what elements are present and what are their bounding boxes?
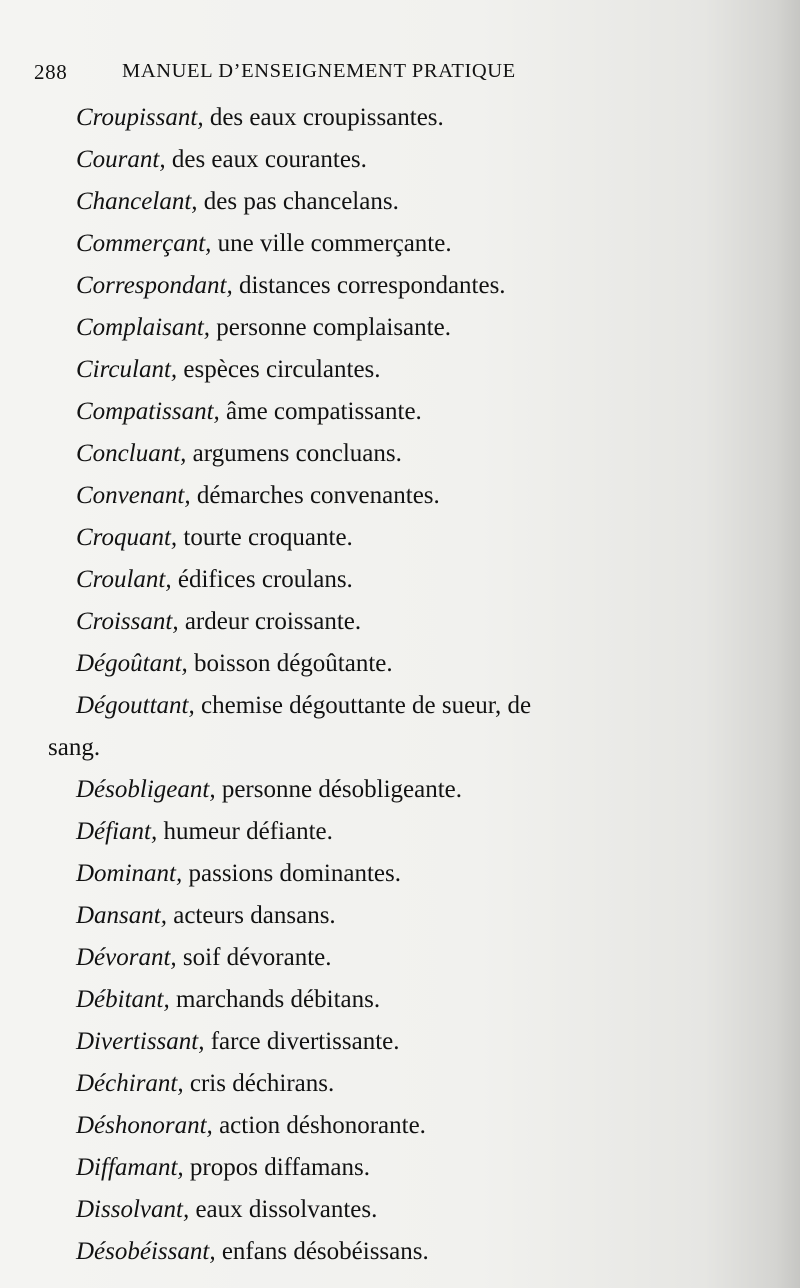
word-entry <box>0 811 760 853</box>
entry-example: personne complaisante. <box>210 314 451 341</box>
entry-example: propos diffamans. <box>183 1154 370 1181</box>
word-entry <box>0 517 760 559</box>
entry-example: des eaux croupissantes. <box>203 104 444 131</box>
entry-term: Concluant, <box>76 440 187 467</box>
entry-term: Dégoûtant, <box>76 650 188 677</box>
entry-example: humeur défiante. <box>157 818 333 845</box>
entry-example: soif dévorante. <box>176 944 332 971</box>
entry-example: une ville commerçante. <box>211 230 452 257</box>
word-entry <box>0 1021 760 1063</box>
word-entry <box>0 97 760 139</box>
word-entry <box>0 769 760 811</box>
entry-term: Diffamant, <box>76 1154 184 1181</box>
entry-term: Croquant, <box>76 524 178 551</box>
entry-example: argumens concluans. <box>186 440 402 467</box>
word-entry <box>0 559 760 601</box>
entry-term: Dominant, <box>76 860 183 887</box>
word-entry <box>0 979 760 1021</box>
entry-example: des eaux courantes. <box>165 146 367 173</box>
word-entry <box>0 937 760 979</box>
word-entry <box>0 475 760 517</box>
page-number: 288 <box>34 60 68 84</box>
word-entry <box>0 265 760 307</box>
entry-example: enfans désobéissans. <box>215 1238 429 1265</box>
entry-term: Convenant, <box>76 482 191 509</box>
word-entry <box>0 1231 760 1273</box>
word-entry <box>0 643 760 685</box>
entry-term: Croupissant, <box>76 104 204 131</box>
word-entry <box>0 349 760 391</box>
entry-example: distances correspondantes. <box>232 272 506 299</box>
word-entry <box>0 181 760 223</box>
entry-term: Désobligeant, <box>76 776 216 803</box>
word-entry <box>0 685 760 769</box>
entry-term: Dissolvant, <box>76 1196 190 1223</box>
entry-example: édifices croulans. <box>171 566 353 593</box>
entry-example: passions dominantes. <box>182 860 401 887</box>
entry-example: âme compatissante. <box>219 398 422 425</box>
entry-term: Compatissant, <box>76 398 220 425</box>
entry-example: espèces circulantes. <box>177 356 381 383</box>
entry-term: Croissant, <box>76 608 179 635</box>
word-entry <box>0 391 760 433</box>
word-entry <box>0 1147 760 1189</box>
entry-term: Dégouttant, <box>76 692 195 719</box>
entry-continuation: sang. <box>48 734 101 761</box>
entry-example: des pas chancelans. <box>197 188 399 215</box>
entry-example: action déshonorante. <box>212 1112 426 1139</box>
word-entry <box>0 1105 760 1147</box>
entry-example: farce divertissante. <box>204 1028 400 1055</box>
entry-term: Circulant, <box>76 356 178 383</box>
entry-example: ardeur croissante. <box>178 608 362 635</box>
word-entry <box>0 853 760 895</box>
word-entry <box>0 895 760 937</box>
entry-term: Déchirant, <box>76 1070 184 1097</box>
entry-term: Commerçant, <box>76 230 212 257</box>
word-entry <box>0 139 760 181</box>
entry-term: Chancelant, <box>76 188 198 215</box>
entry-term: Complaisant, <box>76 314 211 341</box>
entry-term: Courant, <box>76 146 166 173</box>
entry-example: cris déchirans. <box>183 1070 335 1097</box>
word-entry <box>0 307 760 349</box>
entry-term: Défiant, <box>76 818 158 845</box>
entry-term: Croulant, <box>76 566 172 593</box>
entry-example: marchands débitans. <box>169 986 381 1013</box>
entry-term: Dévorant, <box>76 944 177 971</box>
running-title: MANUEL D’ENSEIGNEMENT PRATIQUE <box>122 60 516 82</box>
entry-example: personne désobligeante. <box>215 776 463 803</box>
entry-term: Débitant, <box>76 986 170 1013</box>
entry-example: boisson dégoûtante. <box>187 650 393 677</box>
entry-term: Divertissant, <box>76 1028 205 1055</box>
word-entry <box>0 433 760 475</box>
entry-term: Dansant, <box>76 902 167 929</box>
entry-term: Désobéissant, <box>76 1238 216 1265</box>
word-list <box>0 97 760 1273</box>
entry-example: chemise dégouttante de sueur, de <box>194 692 532 719</box>
entry-term: Correspondant, <box>76 272 233 299</box>
entry-example: eaux dissolvantes. <box>189 1196 378 1223</box>
entry-example: acteurs dansans. <box>166 902 336 929</box>
entry-example: démarches convenantes. <box>190 482 440 509</box>
page-header <box>34 56 674 90</box>
word-entry <box>0 223 760 265</box>
word-entry <box>0 1063 760 1105</box>
entry-term: Déshonorant, <box>76 1112 213 1139</box>
entry-example: tourte croquante. <box>177 524 353 551</box>
word-entry <box>0 1189 760 1231</box>
word-entry <box>0 601 760 643</box>
